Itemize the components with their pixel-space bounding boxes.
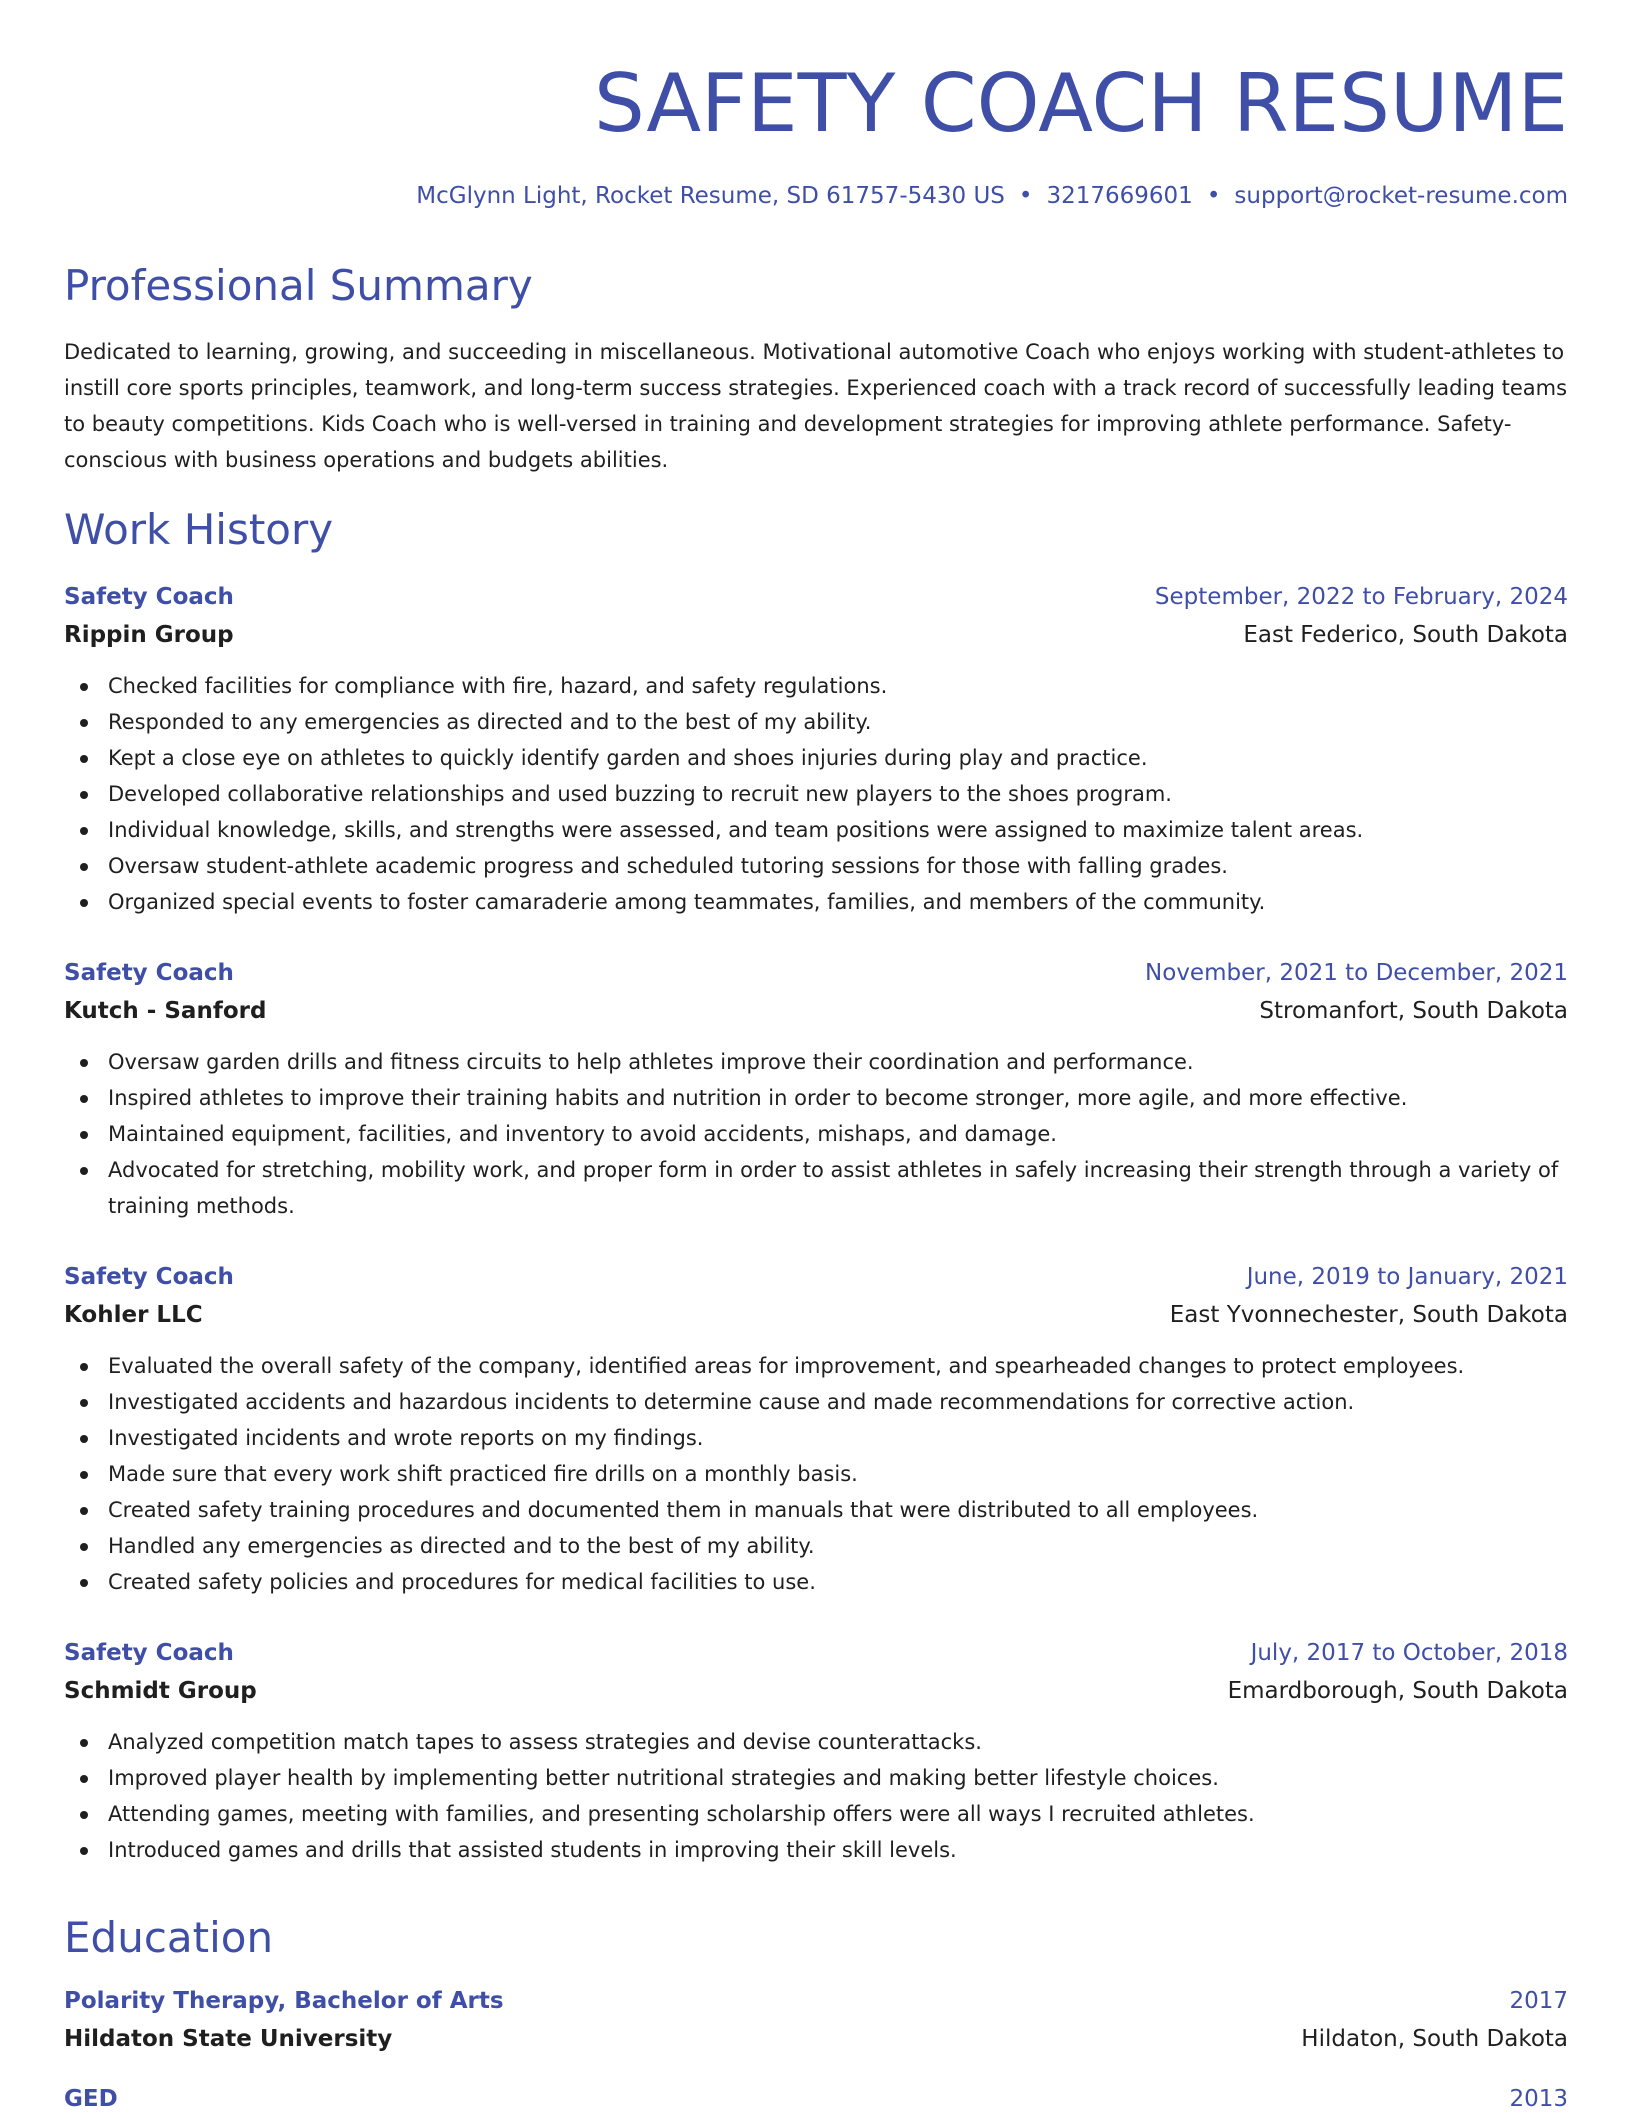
contact-address: McGlynn Light, Rocket Resume, SD 61757-5430 US <box>416 183 1005 209</box>
job-entry <box>64 1258 1568 1600</box>
job-bullet: Responded to any emergencies as directed and to the best of my ability. <box>64 704 1568 740</box>
job-entry <box>64 1634 1568 1868</box>
job-dates: June, 2019 to January, 2021 <box>1246 1264 1568 1290</box>
summary-text: Dedicated to learning, growing, and succeeding in miscellaneous. Motivational automotive Coach who enjoys working with student-athletes to instill core sports principles, teamwork, and long-term success strategies. Experienced coach with a track record of successfully leading teams to beauty competitions. Kids Coach who is well-versed in training and development strategies for improving athlete performance. Safety-conscious with business operations and budgets abilities. <box>64 340 1568 472</box>
job-dates: September, 2022 to February, 2024 <box>1154 584 1568 610</box>
job-location: East Federico, South Dakota <box>1243 622 1568 648</box>
job-entry <box>64 578 1568 920</box>
resume-title: SAFETY COACH RESUME <box>594 57 1568 150</box>
job-bullet: Developed collaborative relationships and used buzzing to recruit new players to the shoes program. <box>64 776 1568 812</box>
job-bullet: Created safety policies and procedures for medical facilities to use. <box>64 1564 1568 1600</box>
job-bullets <box>64 668 1568 920</box>
job-company-row <box>64 1672 1568 1710</box>
job-bullet: Oversaw garden drills and fitness circuits to help athletes improve their coordination and performance. <box>64 1044 1568 1080</box>
education-heading: Education <box>64 1913 274 1962</box>
job-bullet: Analyzed competition match tapes to assess strategies and devise counterattacks. <box>64 1724 1568 1760</box>
contact-separator: • <box>1206 183 1221 209</box>
job-dates: July, 2017 to October, 2018 <box>1250 1640 1568 1666</box>
job-bullet: Checked facilities for compliance with fire, hazard, and safety regulations. <box>64 668 1568 704</box>
job-bullet: Organized special events to foster camaraderie among teammates, families, and members of the community. <box>64 884 1568 920</box>
job-bullet: Created safety training procedures and documented them in manuals that were distributed to all employees. <box>64 1492 1568 1528</box>
job-title: Safety Coach <box>64 1640 234 1666</box>
job-dates: November, 2021 to December, 2021 <box>1145 960 1568 986</box>
summary-heading: Professional Summary <box>64 261 533 310</box>
job-bullet: Inspired athletes to improve their training habits and nutrition in order to become stronger, more agile, and more effective. <box>64 1080 1568 1116</box>
job-title: Safety Coach <box>64 960 234 986</box>
job-header-row <box>64 1258 1568 1296</box>
job-company: Kohler LLC <box>64 1302 203 1328</box>
job-bullet: Individual knowledge, skills, and strengths were assessed, and team positions were assigned to maximize talent areas. <box>64 812 1568 848</box>
job-bullet: Maintained equipment, facilities, and inventory to avoid accidents, mishaps, and damage. <box>64 1116 1568 1152</box>
education-year: 2013 <box>1509 2086 1568 2112</box>
job-bullet: Oversaw student-athlete academic progress and scheduled tutoring sessions for those with falling grades. <box>64 848 1568 884</box>
education-school-row <box>64 2020 1568 2058</box>
job-entry <box>64 954 1568 1224</box>
education-entry <box>64 2080 1568 2118</box>
job-company-row <box>64 1296 1568 1334</box>
education-degree: GED <box>64 2086 118 2112</box>
job-company-row <box>64 992 1568 1030</box>
education-degree: Polarity Therapy, Bachelor of Arts <box>64 1988 504 2014</box>
education-header-row <box>64 1982 1568 2020</box>
job-bullet: Advocated for stretching, mobility work, and proper form in order to assist athletes in safely increasing their strength through a variety of training methods. <box>64 1152 1568 1224</box>
job-location: Stromanfort, South Dakota <box>1259 998 1568 1024</box>
job-bullets <box>64 1348 1568 1600</box>
job-location: East Yvonnechester, South Dakota <box>1169 1302 1568 1328</box>
job-company: Kutch - Sanford <box>64 998 267 1024</box>
education-year: 2017 <box>1509 1988 1568 2014</box>
job-company-row <box>64 616 1568 654</box>
education-header-row <box>64 2080 1568 2118</box>
contact-line <box>416 180 1568 212</box>
education-school: Hildaton State University <box>64 2026 393 2052</box>
education-location: Hildaton, South Dakota <box>1301 2026 1568 2052</box>
job-bullets <box>64 1724 1568 1868</box>
job-title: Safety Coach <box>64 1264 234 1290</box>
contact-phone: 3217669601 <box>1046 183 1193 209</box>
job-bullet: Handled any emergencies as directed and to the best of my ability. <box>64 1528 1568 1564</box>
contact-email: support@rocket-resume.com <box>1234 183 1568 209</box>
job-bullet: Improved player health by implementing better nutritional strategies and making better lifestyle choices. <box>64 1760 1568 1796</box>
job-bullet: Evaluated the overall safety of the company, identified areas for improvement, and spearheaded changes to protect employees. <box>64 1348 1568 1384</box>
job-title: Safety Coach <box>64 584 234 610</box>
job-bullet: Investigated accidents and hazardous incidents to determine cause and made recommendations for corrective action. <box>64 1384 1568 1420</box>
contact-separator: • <box>1018 183 1033 209</box>
job-header-row <box>64 578 1568 616</box>
education-entry <box>64 1982 1568 2058</box>
job-company: Rippin Group <box>64 622 234 648</box>
job-company: Schmidt Group <box>64 1678 257 1704</box>
job-header-row <box>64 954 1568 992</box>
job-header-row <box>64 1634 1568 1672</box>
job-bullet: Attending games, meeting with families, and presenting scholarship offers were all ways I recruited athletes. <box>64 1796 1568 1832</box>
job-bullet: Made sure that every work shift practiced fire drills on a monthly basis. <box>64 1456 1568 1492</box>
job-location: Emardborough, South Dakota <box>1227 1678 1568 1704</box>
job-bullet: Introduced games and drills that assisted students in improving their skill levels. <box>64 1832 1568 1868</box>
job-bullet: Kept a close eye on athletes to quickly identify garden and shoes injuries during play and practice. <box>64 740 1568 776</box>
job-bullet: Investigated incidents and wrote reports on my findings. <box>64 1420 1568 1456</box>
job-bullets <box>64 1044 1568 1224</box>
work-history-heading: Work History <box>64 505 334 554</box>
